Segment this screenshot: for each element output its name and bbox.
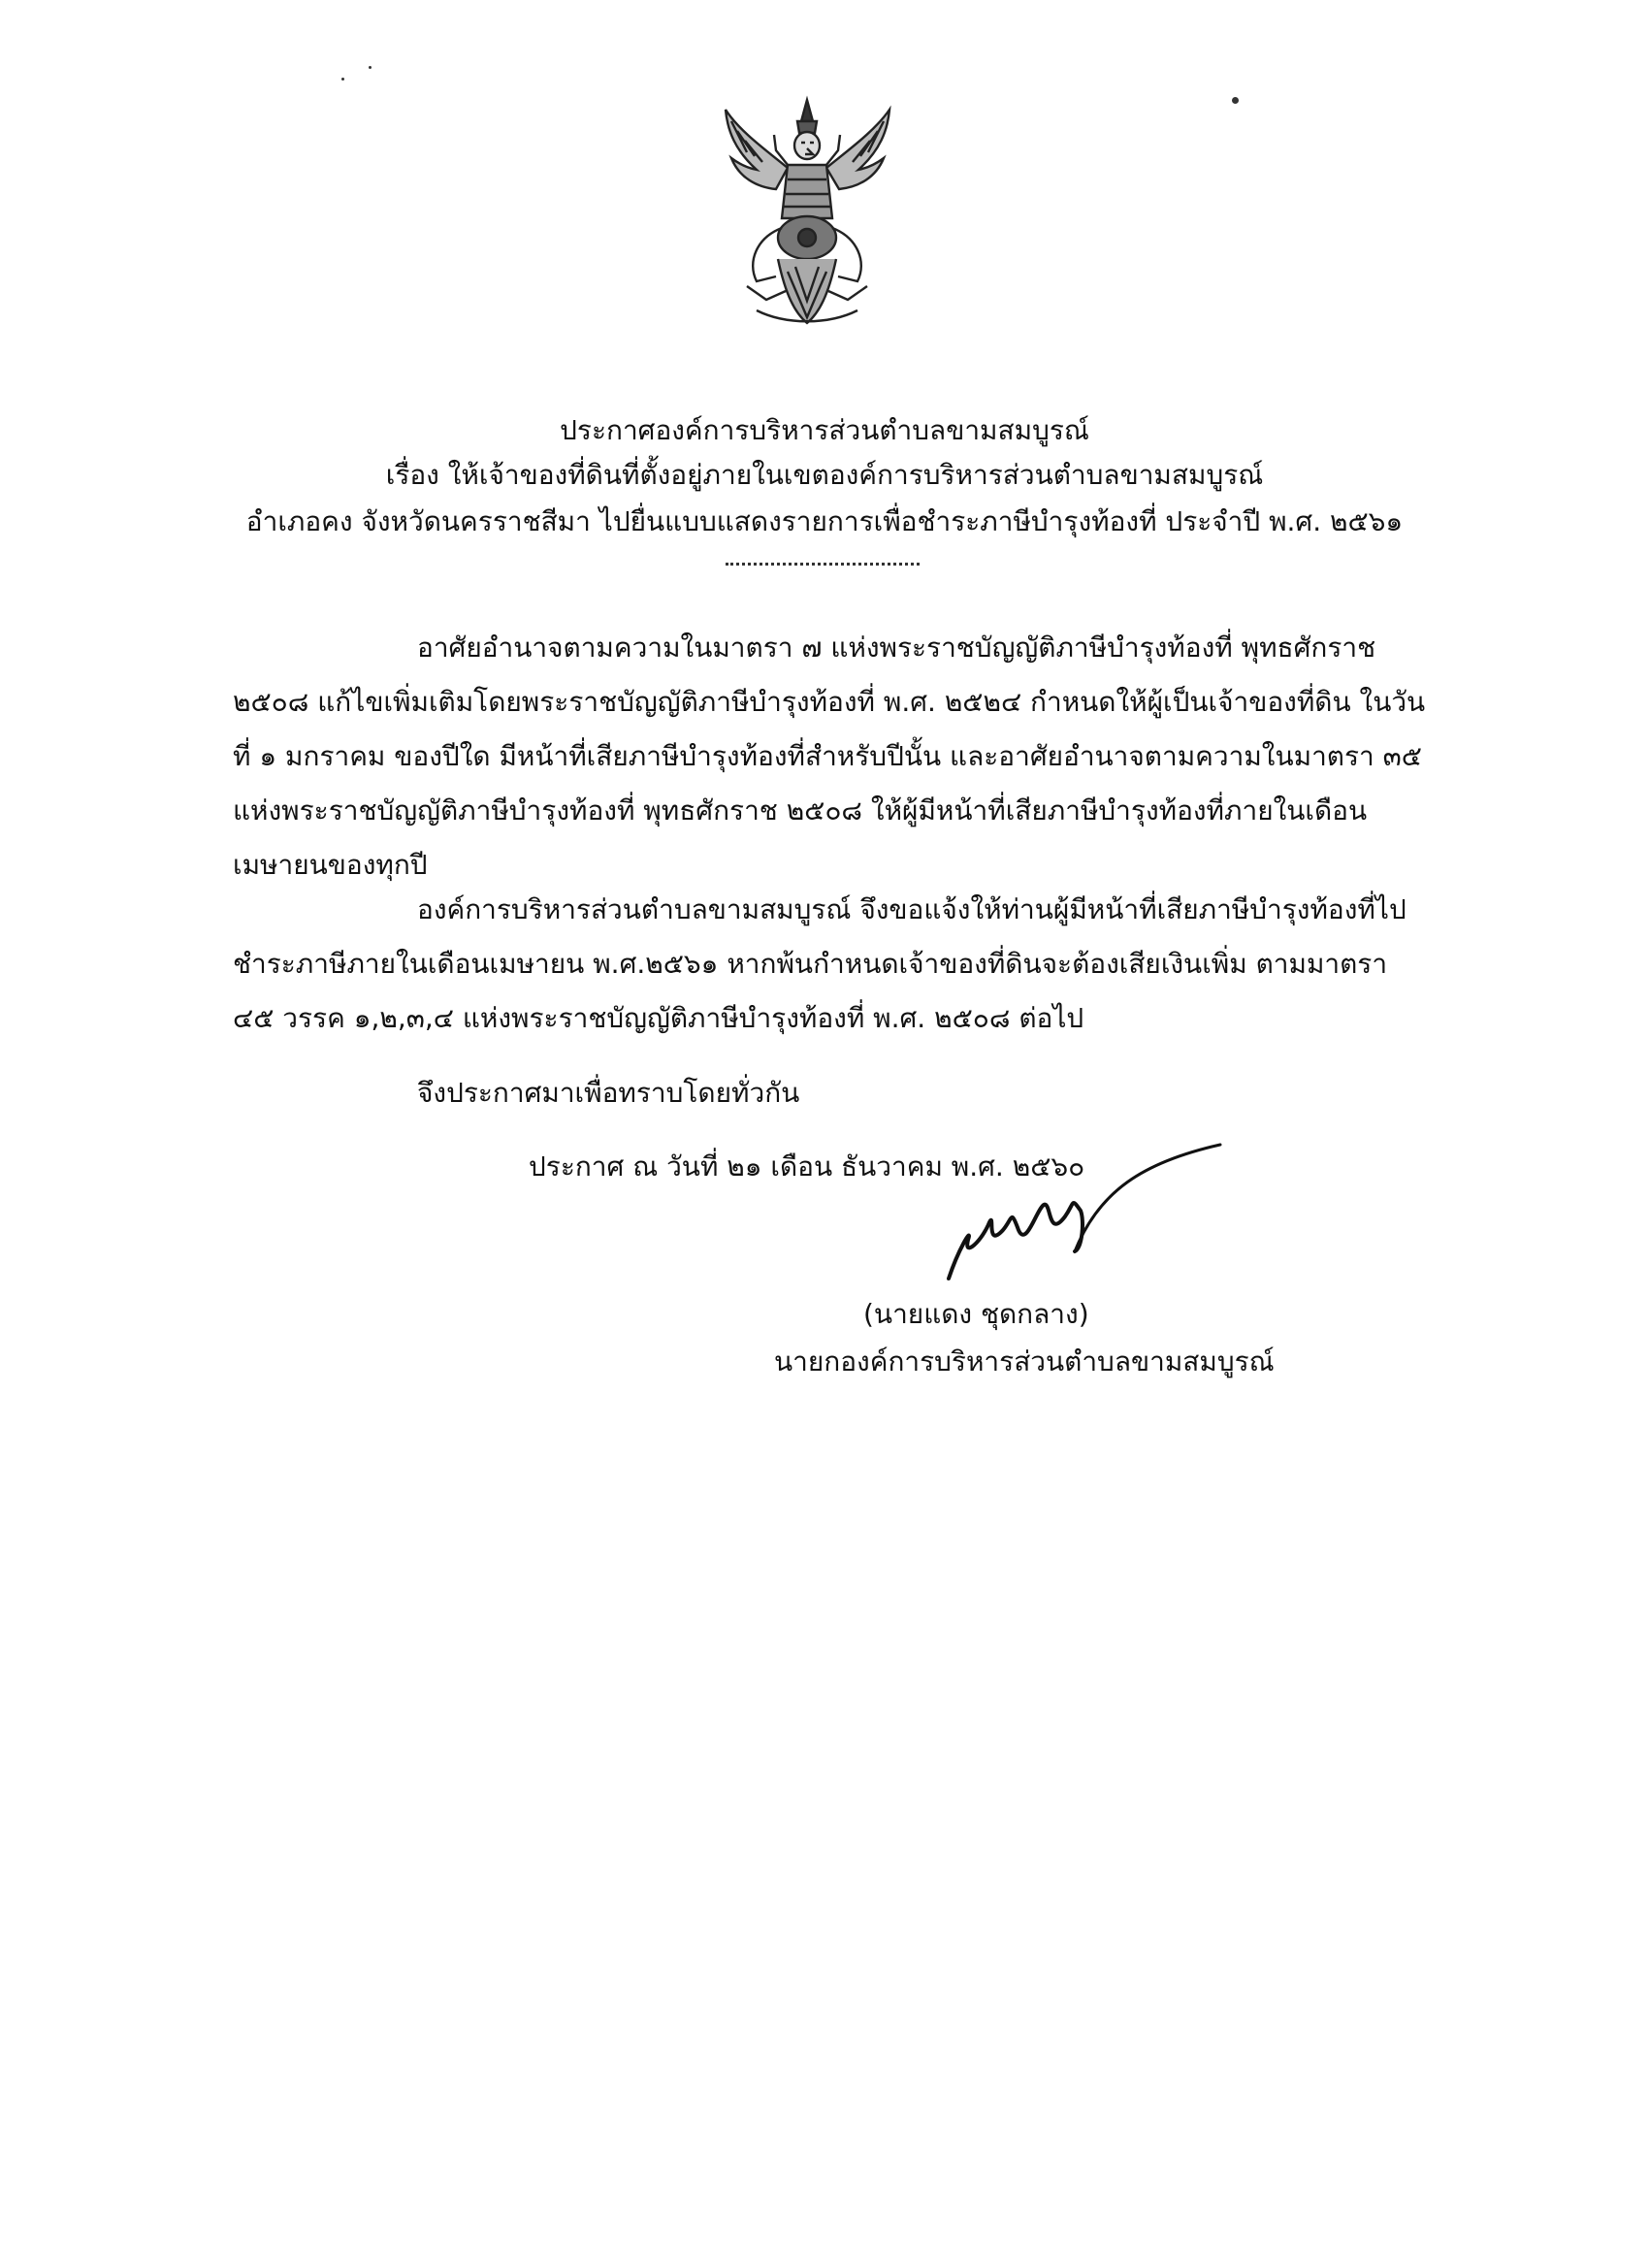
announcement-date: ประกาศ ณ วันที่ ๒๑ เดือน ธันวาคม พ.ศ. ๒๕๖๐	[529, 1150, 1085, 1183]
signatory-position: นายกองค์การบริหารส่วนตำบลขามสมบูรณ์	[774, 1345, 1275, 1377]
scan-speck	[369, 66, 372, 69]
announcement-title: ประกาศองค์การบริหารส่วนตำบลขามสมบูรณ์	[560, 414, 1089, 446]
signature	[929, 1133, 1240, 1308]
paragraph-2-text: องค์การบริหารส่วนตำบลขามสมบูรณ์ จึงขอแจ้งให้ท่านผู้มีหน้าที่เสียภาษีบำรุงท้องที่ไป ชำระภาษีภายในเดือนเมษายน พ.ศ.๒๕๖๑ หากพ้นกำหนดเจ้าของที่ดินจะต้องเสียเงินเพิ่ม ตามมาตรา ๔๕ วรรค ๑,๒,๓,๔ แห่งพระราชบัญญัติภาษีบำรุงท้องที่ พ.ศ. ๒๕๐๘ ต่อไป	[233, 893, 1406, 1034]
subject-line-1: เรื่อง ให้เจ้าของที่ดินที่ตั้งอยู่ภายในเขตองค์การบริหารส่วนตำบลขามสมบูรณ์	[385, 459, 1264, 491]
scan-speck	[341, 78, 344, 81]
scan-speck	[1232, 97, 1239, 104]
subject-line-2: อำเภอคง จังหวัดนครราชสีมา ไปยื่นแบบแสดงรายการเพื่อชำระภาษีบำรุงท้องที่ ประจำปี พ.ศ. ๒๕๖๑	[245, 505, 1404, 537]
heading-divider	[726, 563, 920, 566]
garuda-emblem	[718, 92, 897, 335]
signatory-name: (นายแดง ชุดกลาง)	[863, 1298, 1089, 1330]
paragraph-1-text: อาศัยอำนาจตามความในมาตรา ๗ แห่งพระราชบัญญัติภาษีบำรุงท้องที่ พุทธศักราช ๒๕๐๘ แก้ไขเพิ่มเติมโดยพระราชบัญญัติภาษีบำรุงท้องที่ พ.ศ. ๒๕๒๔ กำหนดให้ผู้เป็นเจ้าของที่ดิน ในวันที่ ๑ มกราคม ของปีใด มีหน้าที่เสียภาษีบำรุงท้องที่สำหรับปีนั้น และอาศัยอำนาจตามความในมาตรา ๓๕ แห่งพระราชบัญญัติภาษีบำรุงท้องที่ พุทธศักราช ๒๕๐๘ ให้ผู้มีหน้าที่เสียภาษีบำรุงท้องที่ภายในเดือน เมษายนของทุกปี	[233, 632, 1426, 881]
body-paragraph-2	[233, 883, 1428, 1046]
body-paragraph-1	[233, 621, 1428, 892]
closing-text: จึงประกาศมาเพื่อทราบโดยทั่วกัน	[417, 1077, 800, 1109]
